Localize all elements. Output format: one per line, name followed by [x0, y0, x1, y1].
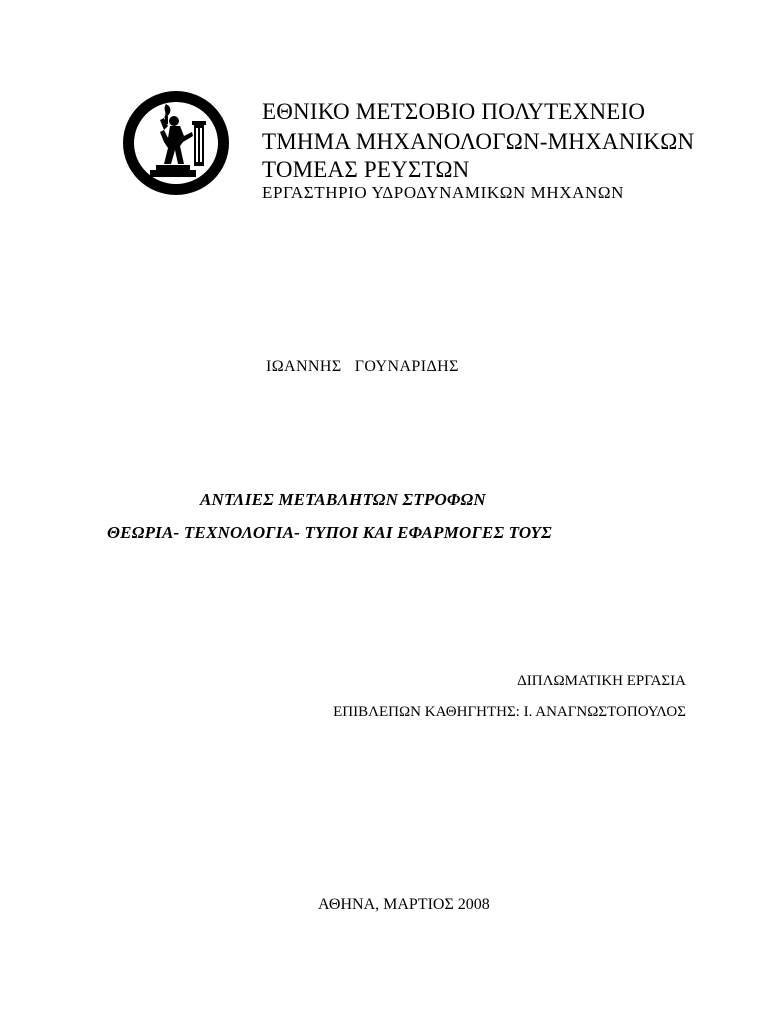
ntua-seal-icon [120, 88, 232, 198]
university-name: ΕΘΝΙΚΟ ΜΕΤΣΟΒΙΟ ΠΟΛΥΤΕΧΝΕΙΟ [262, 99, 646, 124]
laboratory-name: ΕΡΓΑΣΤΗΡΙΟ ΥΔΡΟΔΥΝΑΜΙΚΩΝ ΜΗΧΑΝΩΝ [262, 183, 625, 202]
supervisor: ΕΠΙΒΛΕΠΩΝ ΚΑΘΗΓΗΤΗΣ: Ι. ΑΝΑΓΝΩΣΤΟΠΟΥΛΟΣ [333, 704, 686, 720]
author-name: ΙΩΑΝΝΗΣ ΓΟΥΝΑΡΙΔΗΣ [266, 358, 459, 375]
thesis-type: ΔΙΠΛΩΜΑΤΙΚΗ ΕΡΓΑΣΙΑ [517, 673, 686, 689]
place-date: ΑΘΗΝΑ, ΜΑΡΤΙΟΣ 2008 [318, 896, 490, 913]
thesis-title-line-1: ΑΝΤΛΙΕΣ ΜΕΤΑΒΛΗΤΩΝ ΣΤΡΟΦΩΝ [200, 490, 486, 509]
department-name: ΤΜΗΜΑ ΜΗΧΑΝΟΛΟΓΩΝ-ΜΗΧΑΝΙΚΩΝ [262, 129, 695, 154]
thesis-title-line-2: ΘΕΩΡΙΑ- ΤΕΧΝΟΛΟΓΙΑ- ΤΥΠΟΙ ΚΑΙ ΕΦΑΡΜΟΓΕΣ ΤΟΥΣ [107, 523, 552, 542]
sector-name: ΤΟΜΕΑΣ ΡΕΥΣΤΩΝ [262, 157, 470, 182]
institution-header [262, 100, 742, 201]
